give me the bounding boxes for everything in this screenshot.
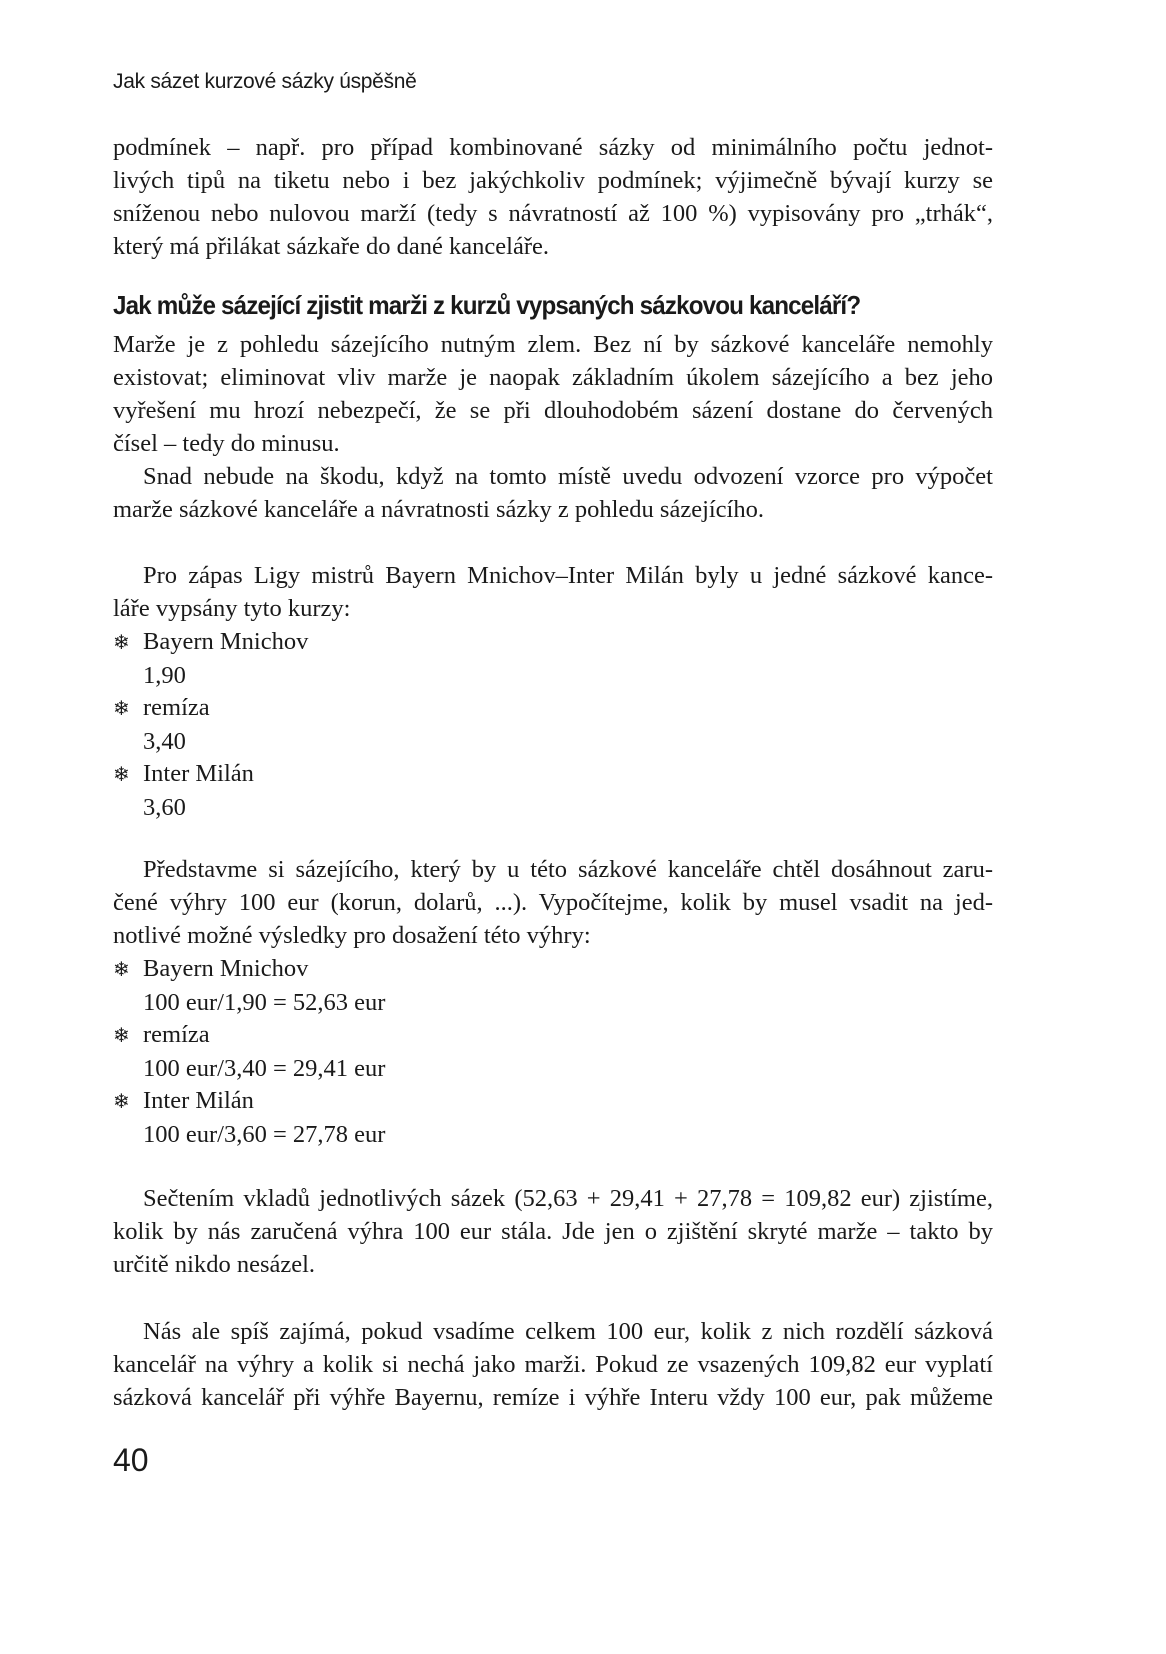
text-line: Pro zápas Ligy mistrů Bayern Mnichov–Inter Milán byly u jedné sázkové kance- <box>143 562 993 589</box>
section-heading: Jak může sázející zjistit marži z kurzů vypsaných sázkovou kanceláří? <box>113 290 861 320</box>
list-item-value: 100 eur/3,40 = 29,41 eur <box>143 1055 386 1082</box>
text-line: Představme si sázejícího, který by u této sázkové kanceláře chtěl dosáhnout zaru- <box>143 856 993 883</box>
text-line: Nás ale spíš zajímá, pokud vsadíme celkem 100 eur, kolik z nich rozdělí sázková <box>143 1318 993 1345</box>
bullet-icon: ❄ <box>113 630 130 654</box>
list-item-value: 1,90 <box>143 662 186 689</box>
bullet-icon: ❄ <box>113 696 130 720</box>
text-line: notlivé možné výsledky pro dosažení této výhry: <box>113 922 591 949</box>
list-item-value: 3,60 <box>143 794 186 821</box>
text-line: Marže je z pohledu sázejícího nutným zlem. Bez ní by sázkové kanceláře nemohly <box>113 331 993 358</box>
list-item <box>113 757 254 824</box>
bullet-icon: ❄ <box>113 762 130 786</box>
list-item-label: Inter Milán <box>143 760 254 787</box>
page-number: 40 <box>113 1442 149 1478</box>
text-line: vyřešení mu hrozí nebezpečí, že se při dlouhodobém sázení dostane do červených <box>113 397 993 424</box>
text-line: čísel – tedy do minusu. <box>113 430 340 457</box>
text-line: podmínek – např. pro případ kombinované sázky od minimálního počtu jednot- <box>113 134 993 161</box>
running-header: Jak sázet kurzové sázky úspěšně <box>113 70 417 93</box>
list-item <box>113 1084 385 1151</box>
text-line: livých tipů na tiketu nebo i bez jakýchkoliv podmínek; výjimečně bývají kurzy se <box>113 167 993 194</box>
text-line: sázková kancelář při výhře Bayernu, remíze i výhře Interu vždy 100 eur, pak můžeme <box>113 1384 993 1411</box>
list-item-label: Bayern Mnichov <box>143 955 309 982</box>
text-line: sníženou nebo nulovou marží (tedy s návratností až 100 %) vypisovány pro „trhák“, <box>113 200 993 227</box>
text-line: Sečtením vkladů jednotlivých sázek (52,63 + 29,41 + 27,78 = 109,82 eur) zjistíme, <box>143 1185 993 1212</box>
text-line: existovat; eliminovat vliv marže je naopak základním úkolem sázejícího a bez jeho <box>113 364 993 391</box>
list-item-value: 100 eur/3,60 = 27,78 eur <box>143 1121 386 1148</box>
text-line: určitě nikdo nesázel. <box>113 1251 316 1278</box>
text-line: láře vypsány tyto kurzy: <box>113 595 351 622</box>
list-item <box>113 691 210 758</box>
text-line: čené výhry 100 eur (korun, dolarů, ...). Vypočítejme, kolik by musel vsadit na jed- <box>113 889 993 916</box>
text-line: Snad nebude na škodu, když na tomto místě uvedu odvození vzorce pro výpočet <box>143 463 993 490</box>
text-line: kancelář na výhry a kolik si nechá jako marži. Pokud ze vsazených 109,82 eur vyplatí <box>113 1351 993 1378</box>
list-item <box>113 1018 385 1085</box>
text-line: marže sázkové kanceláře a návratnosti sázky z pohledu sázejícího. <box>113 496 764 523</box>
bullet-icon: ❄ <box>113 1089 130 1113</box>
list-item <box>113 625 308 692</box>
list-item-label: Inter Milán <box>143 1087 254 1114</box>
bullet-icon: ❄ <box>113 1023 130 1047</box>
list-item-value: 3,40 <box>143 728 186 755</box>
list-item-label: Bayern Mnichov <box>143 628 309 655</box>
bullet-icon: ❄ <box>113 957 130 981</box>
list-item-label: remíza <box>143 1021 210 1048</box>
list-item <box>113 952 385 1019</box>
text-line: kolik by nás zaručená výhra 100 eur stála. Jde jen o zjištění skryté marže – takto by <box>113 1218 993 1245</box>
list-item-value: 100 eur/1,90 = 52,63 eur <box>143 989 386 1016</box>
list-item-label: remíza <box>143 694 210 721</box>
text-line: který má přilákat sázkaře do dané kanceláře. <box>113 233 549 260</box>
